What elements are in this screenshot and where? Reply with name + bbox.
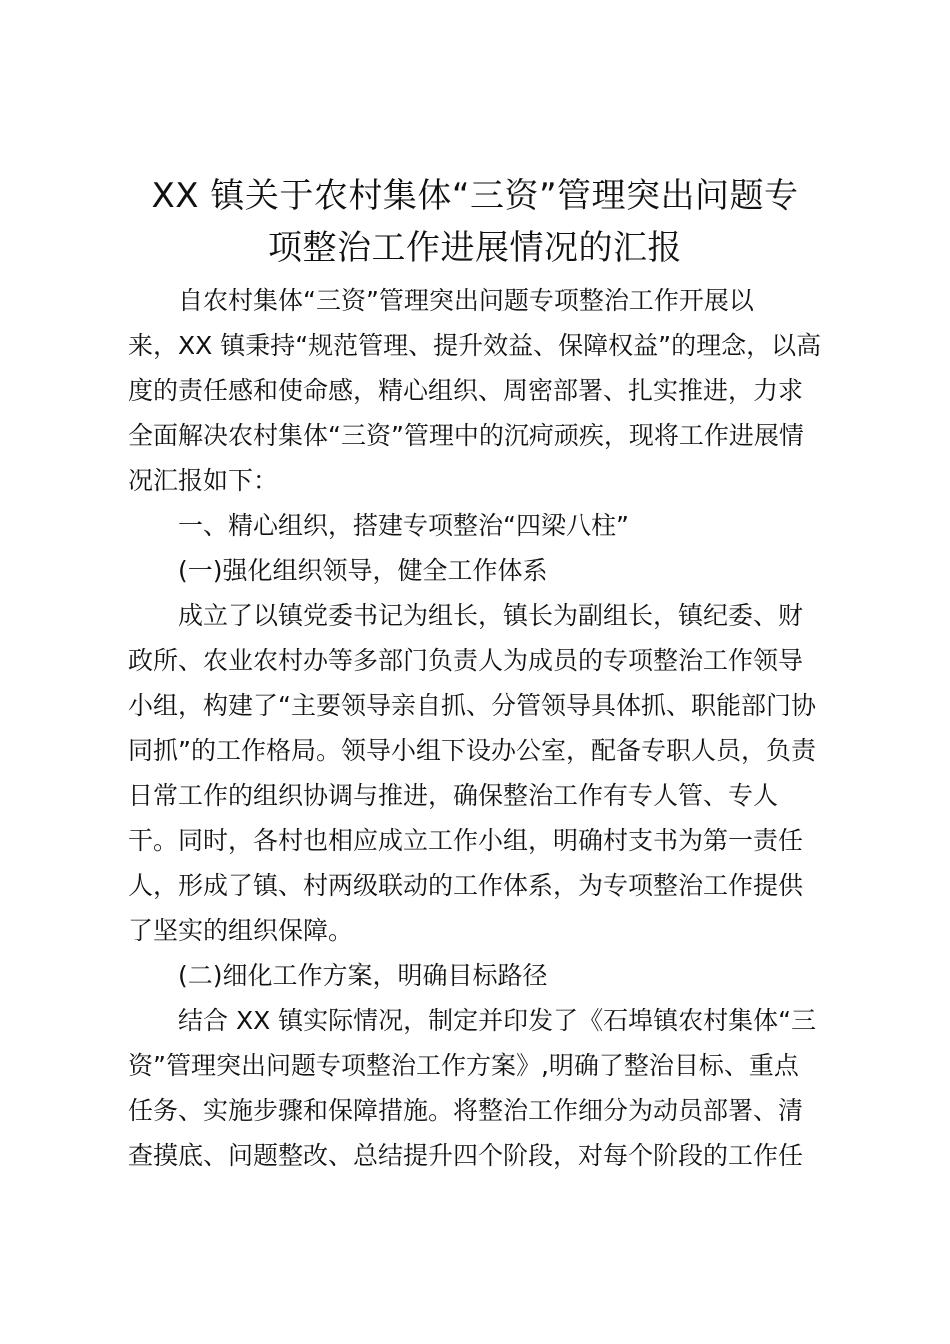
body-line: 一、精心组织，搭建专项整治“四梁八柱” (178, 511, 629, 540)
body-line: 任务、实施步骤和保障措施。将整治工作细分为动员部署、清 (128, 1096, 804, 1125)
document-title-line-1: XX 镇关于农村集体“三资”管理突出问题专 (151, 176, 799, 216)
body-line: 干。同时，各村也相应成立工作小组，明确村支书为第一责任 (128, 826, 804, 855)
body-line: 度的责任感和使命感，精心组织、周密部署、扎实推进，力求 (128, 376, 804, 405)
body-line: 查摸底、问题整改、总结提升四个阶段，对每个阶段的工作任 (128, 1141, 804, 1170)
body-line: 政所、农业农村办等多部门负责人为成员的专项整治工作领导 (128, 646, 804, 675)
document-body (128, 278, 838, 1178)
body-line: 小组，构建了“主要领导亲自抓、分管领导具体抓、职能部门协 (128, 691, 816, 720)
document-title-line-2: 项整治工作进展情况的汇报 (268, 228, 682, 268)
body-line: (一)强化组织领导，健全工作体系 (178, 556, 548, 585)
body-line: 来，XX 镇秉持“规范管理、提升效益、保障权益”的理念，以高 (128, 331, 822, 360)
body-line: 资”管理突出问题专项整治工作方案》,明确了整治目标、重点 (128, 1051, 799, 1080)
body-line: 日常工作的组织协调与推进，确保整治工作有专人管、专人 (128, 781, 779, 810)
body-line: (二)细化工作方案，明确目标路径 (178, 961, 548, 990)
body-line: 况汇报如下： (128, 466, 279, 495)
body-line: 同抓”的工作格局。领导小组下设办公室，配备专职人员，负责 (128, 736, 816, 765)
body-line: 了坚实的组织保障。 (128, 916, 354, 945)
body-line: 全面解决农村集体“三资”管理中的沉疴顽疾，现将工作进展情 (128, 421, 804, 450)
body-line: 结合 XX 镇实际情况，制定并印发了《石埠镇农村集体“三 (178, 1006, 817, 1035)
body-line: 成立了以镇党委书记为组长，镇长为副组长，镇纪委、财 (178, 601, 804, 630)
body-line: 自农村集体“三资”管理突出问题专项整治工作开展以 (178, 286, 754, 315)
body-line: 人，形成了镇、村两级联动的工作体系，为专项整治工作提供 (128, 871, 804, 900)
